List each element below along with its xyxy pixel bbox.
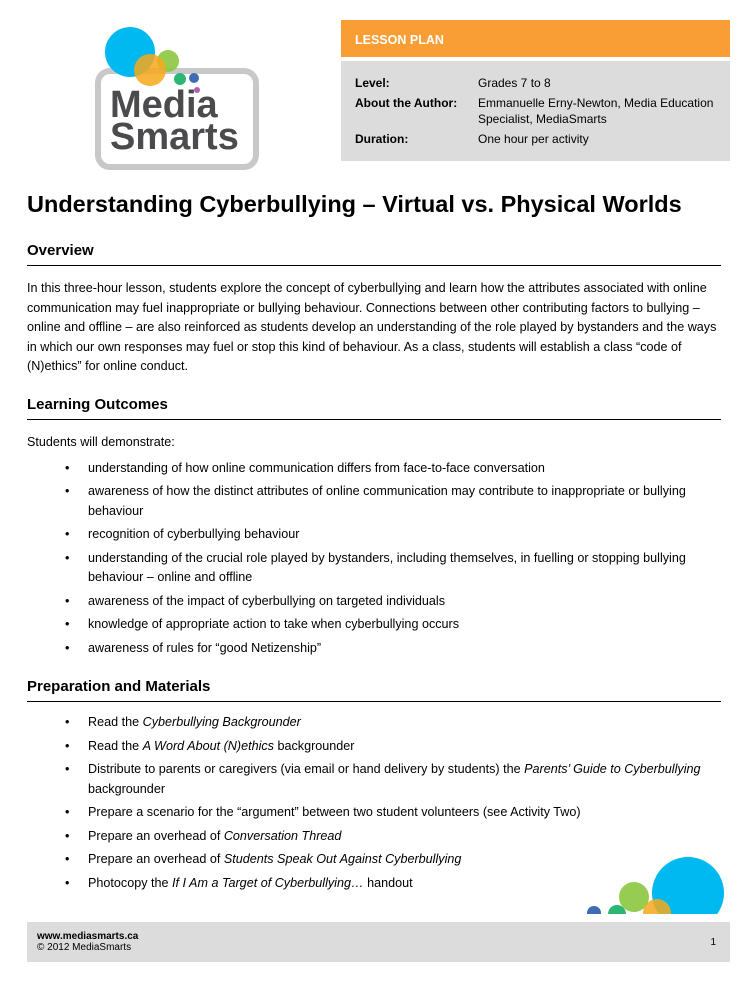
outcome-item: • awareness of the impact of cyberbullying on targeted individuals [27, 592, 721, 612]
info-row-level [355, 75, 730, 91]
item-text: Conversation Thread [223, 828, 342, 843]
preparation-item [27, 803, 721, 823]
svg-text:Smarts: Smarts [110, 116, 239, 158]
item-text: Read the [88, 715, 143, 729]
decorative-circles [580, 850, 740, 914]
preparation-item [27, 760, 721, 799]
info-key: Level: [355, 76, 390, 90]
outcomes-list [27, 459, 721, 659]
overview-section [27, 242, 721, 377]
footer-copyright: © 2012 MediaSmarts [37, 942, 132, 953]
info-value: One hour per activity [478, 132, 589, 146]
page-title: Understanding Cyberbullying – Virtual vs. Physical Worlds [27, 191, 682, 217]
item-text: A Word About (N)ethics [142, 738, 274, 753]
lesson-info-box [341, 61, 730, 161]
mediasmarts-logo [88, 22, 268, 172]
outcome-item: • understanding of how online communication differs from face-to-face conversation [27, 459, 721, 479]
outcomes-intro: Students will demonstrate: [27, 435, 175, 449]
item-text: If I Am a Target of Cyberbullying… [172, 875, 364, 890]
info-row-duration [355, 131, 730, 147]
item-text: Prepare an overhead of [88, 828, 224, 843]
preparation-item [27, 827, 721, 847]
item-text: Cyberbullying Backgrounder [142, 715, 301, 729]
outcome-item: • recognition of cyberbullying behaviour [27, 525, 721, 545]
info-value: Grades 7 to 8 [478, 76, 551, 90]
outcome-item: • awareness of rules for “good Netizenship” [27, 639, 721, 659]
svg-text:Media: Media [110, 84, 218, 126]
item-text: backgrounder [273, 738, 355, 753]
item-text: Distribute to parents or caregivers (via email or hand delivery by students) the [88, 762, 525, 776]
item-text: Prepare an overhead of [88, 852, 224, 866]
info-key: About the Author: [355, 96, 458, 110]
item-text: Read the [88, 738, 143, 753]
item-text: Photocopy the [88, 875, 173, 890]
outcome-item: • knowledge of appropriate action to take when cyberbullying occurs [27, 615, 721, 635]
preparation-item [27, 737, 721, 757]
section-heading: Learning Outcomes [27, 396, 721, 420]
item-text: handout [363, 875, 413, 890]
overview-text: In this three-hour lesson, students explore the concept of cyberbullying and learn how the attributes associated with online communication may fuel inappropriate or bullying behaviour. Connections between other contributing factors to bullying – online and offline – are also reinforced as students develop an understanding of the role played by bystanders and the ways in which our own responses may fuel or stop this kind of behaviour. As a class, students will establish a class “code of (N)ethics” for online conduct. [27, 281, 717, 373]
outcome-item: • awareness of how the distinct attributes of online communication may contribute to inappropriate or bullying behaviour [27, 482, 721, 521]
info-row-author [355, 95, 730, 127]
footer-url[interactable]: www.mediasmarts.ca [37, 931, 139, 942]
lesson-plan-banner: LESSON PLAN [341, 20, 730, 57]
section-heading: Overview [27, 242, 721, 266]
outcome-item: • understanding of the crucial role played by bystanders, including themselves, in fuelling or stopping bullying behaviour – online and offline [27, 549, 721, 588]
info-value: Emmanuelle Erny-Newton, Media Education Specialist, MediaSmarts [478, 96, 714, 126]
page-footer [27, 922, 730, 962]
section-heading: Preparation and Materials [27, 678, 721, 702]
item-text: Parents’ Guide to Cyberbullying [524, 762, 701, 776]
info-key: Duration: [355, 132, 409, 146]
preparation-item [27, 713, 721, 733]
item-text: backgrounder [88, 781, 166, 796]
outcomes-section [27, 396, 721, 662]
item-text: Students Speak Out Against Cyberbullying [223, 852, 462, 866]
page-number: 1 [710, 937, 716, 948]
item-text: Prepare a scenario for the “argument” between two student volunteers (see Activity Two) [88, 805, 581, 819]
